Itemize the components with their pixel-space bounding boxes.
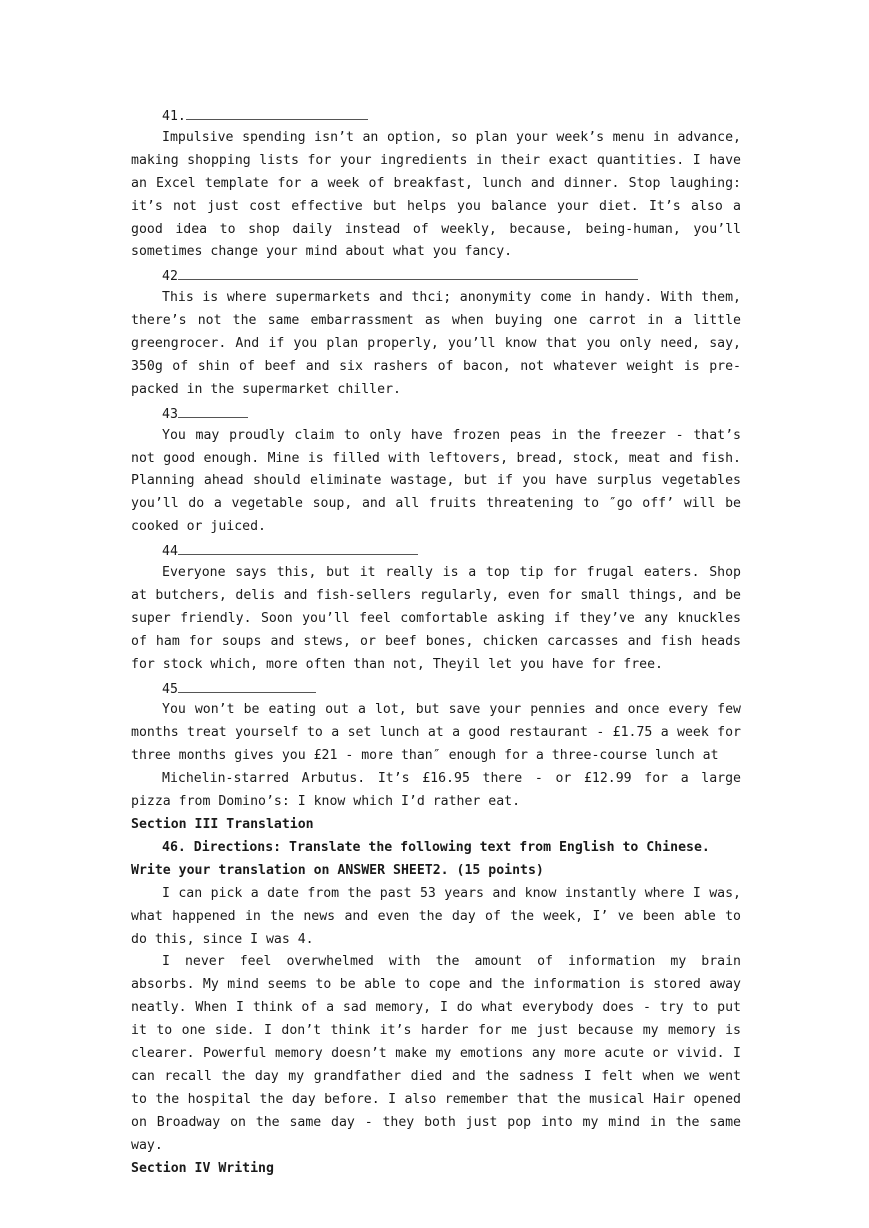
translation-paragraph-2: I never feel overwhelmed with the amount of information my brain absorbs. My mind seems to be able to cope and the information is stored away neatly. When I think of a sad memory, I do what everybody does - try to put it to one side. I don’t think it’s harder for me just because my memory is clearer. Powerful memory doesn’t make my emotions any more acute or vivid. I can recall the day my grandfather died and the sadness I felt when we went to the hospital the day before. I also remember that the musical Hair opened on Broadway on the same day - they both just pop into my mind in the same way.: [131, 954, 741, 1153]
answer-blank-45[interactable]: [178, 677, 316, 693]
question-43-paragraph: You may proudly claim to only have frozen peas in the freezer - that’s not good enough. Mine is filled with leftovers, bread, stock, meat and fish. Planning ahead should eliminate wastage, but if you have surplus vegetables you’ll do a vegetable soup, and all fruits threatening to ″go off’ will be cooked or juiced.: [131, 427, 741, 535]
answer-blank-43[interactable]: [178, 402, 248, 418]
question-42-paragraph: This is where supermarkets and thci; anonymity come in handy. With them, there’s not the same embarrassment as when buying one carrot in a little greengrocer. And if you plan properly, you’ll know that you only need, say, 350g of shin of beef and six rashers of bacon, not whatever weight is pre-packed in the supermarket chiller.: [131, 290, 741, 397]
translation-paragraph-1: I can pick a date from the past 53 years and know instantly where I was, what happened in the news and even the day of the week, I’ ve been able to do this, since I was 4.: [131, 885, 741, 947]
question-44-number: 44: [131, 539, 741, 562]
question-41-number: 41.: [131, 104, 741, 127]
answer-blank-42[interactable]: [178, 264, 638, 280]
question-45-paragraph-2: Michelin-starred Arbutus. It’s £16.95 there - or £12.99 for a large pizza from Domino’s: I know which I’d rather eat.: [131, 771, 741, 810]
section-3-directions: 46. Directions: Translate the following text from English to Chinese. Write your translation on ANSWER SHEET2. (15 points): [131, 839, 710, 878]
question-45-paragraph-1: You won’t be eating out a lot, but save your pennies and once every few months treat yourself to a set lunch at a good restaurant - £1.75 a week for three months gives you £21 - more than″ enough for a three-course lunch at: [131, 702, 741, 764]
answer-blank-41[interactable]: [186, 104, 368, 120]
question-42-number: 42: [131, 264, 741, 287]
question-45-number: 45: [131, 677, 741, 700]
question-41-paragraph: Impulsive spending isn’t an option, so plan your week’s menu in advance, making shopping lists for your ingredients in their exact quantities. I have an Excel template for a week of breakfast, lunch and dinner. Stop laughing: it’s not just cost effective but helps you balance your diet. It’s also a good idea to shop daily instead of weekly, because, being-human, you’ll sometimes change your mind about what you fancy.: [131, 129, 741, 260]
answer-blank-44[interactable]: [178, 539, 418, 555]
document-page: [131, 104, 741, 1181]
section-4-heading: Section IV Writing: [131, 1160, 274, 1176]
question-44-paragraph: Everyone says this, but it really is a top tip for frugal eaters. Shop at butchers, delis and fish-sellers regularly, even for small things, and be super friendly. Soon you’ll feel comfortable asking if they’ve any knuckles of ham for soups and stews, or beef bones, chicken carcasses and fish heads for stock which, more often than not, Theyil let you have for free.: [131, 565, 741, 672]
section-3-heading: Section III Translation: [131, 817, 314, 833]
question-43-number: 43: [131, 402, 741, 425]
